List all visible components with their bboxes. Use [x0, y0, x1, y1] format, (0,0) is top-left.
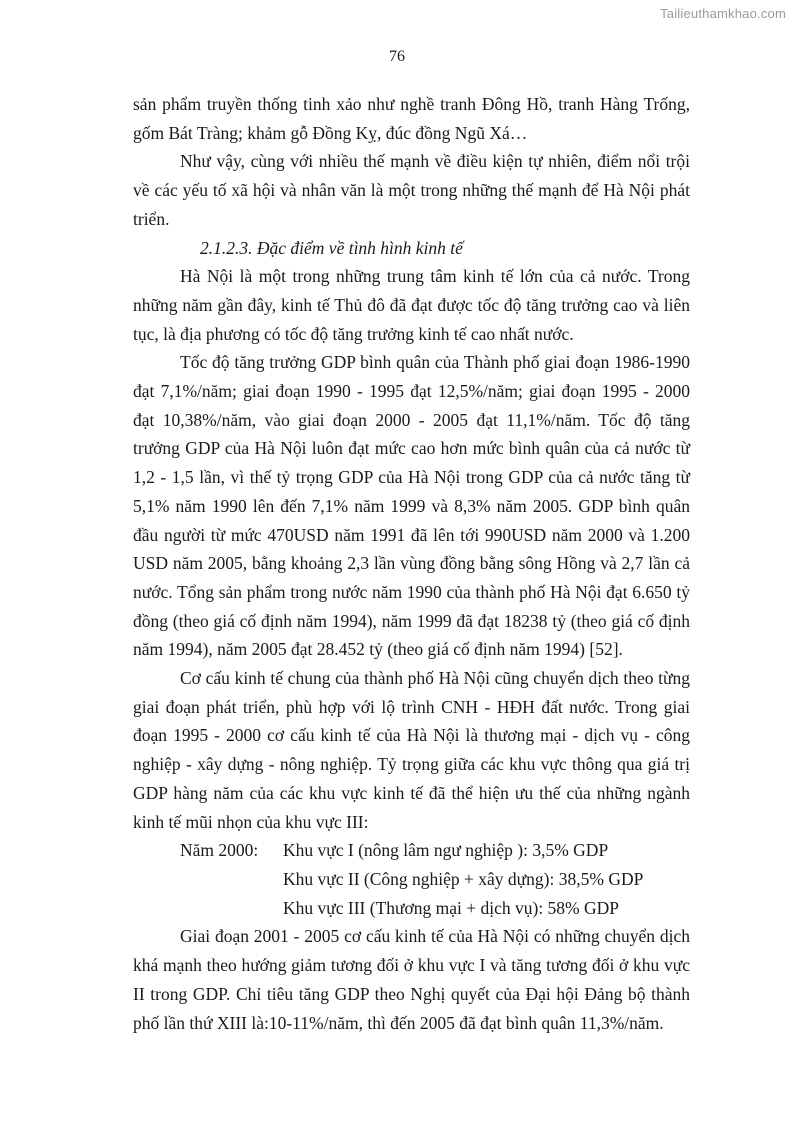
- sector-ratio-row: [133, 865, 690, 894]
- paragraph-summary: Như vậy, cùng với nhiều thế mạnh về điều kiện tự nhiên, điểm nổi trội về các yếu tố xã hội và nhân văn là một trong những thế mạnh để Hà Nội phát triển.: [133, 151, 690, 229]
- paragraph-period-2001-2005: Giai đoạn 2001 - 2005 cơ cấu kinh tế của Hà Nội có những chuyển dịch khá mạnh theo hướng giảm tương đối ở khu vực I và tăng tương đối ở khu vực II trong GDP. Chỉ tiêu tăng GDP theo Nghị quyết của Đại hội Đảng bộ thành phố lần thứ XIII là:10-11%/năm, thì đến 2005 đã đạt bình quân 11,3%/năm.: [133, 926, 690, 1033]
- paragraph-economic-structure: Cơ cấu kinh tế chung của thành phố Hà Nội cũng chuyển dịch theo từng giai đoạn phát triển, phù hợp với lộ trình CNH - HĐH đất nước. Trong giai đoạn 1995 - 2000 cơ cấu kinh tế của Hà Nội là thương mại - dịch vụ - công nghiệp - xây dựng - nông nghiệp. Tỷ trọng giữa các khu vực thông qua giá trị GDP hàng năm của các khu vực kinh tế đã thể hiện ưu thế của những ngành kinh tế mũi nhọn của khu vực III:: [133, 668, 690, 832]
- section-heading: 2.1.2.3. Đặc điểm về tình hình kinh tế: [200, 237, 463, 258]
- sector-ratio-list: [133, 836, 690, 922]
- watermark: Tailieuthamkhao.com: [660, 6, 786, 21]
- sector-ratio-text: Khu vực I (nông lâm ngư nghiệp ): 3,5% GDP: [283, 840, 609, 861]
- paragraph-continuation: sản phẩm truyền thống tinh xảo như nghề tranh Đông Hồ, tranh Hàng Trống, gốm Bát Tràng; khảm gỗ Đồng Kỵ, đúc đồng Ngũ Xá…: [133, 94, 690, 143]
- sector-ratio-text: Khu vực III (Thương mại + dịch vụ): 58% GDP: [283, 897, 620, 918]
- sector-ratio-row: [133, 894, 690, 923]
- sector-ratio-text: Khu vực II (Công nghiệp + xây dựng): 38,5% GDP: [283, 868, 644, 889]
- sector-ratio-year: Năm 2000:: [180, 840, 259, 861]
- paragraph-gdp-growth: Tốc độ tăng trưởng GDP bình quân của Thành phố giai đoạn 1986-1990 đạt 7,1%/năm; giai đoạn 1990 - 1995 đạt 12,5%/năm; giai đoạn 1995 - 2000 đạt 10,38%/năm, vào giai đoạn 2000 - 2005 đạt 11,1%/năm. Tốc độ tăng trưởng GDP của Hà Nội luôn đạt mức cao hơn mức bình quân của cả nước từ 1,2 - 1,5 lần, vì thế tỷ trọng GDP của Hà Nội trong GDP của cả nước tăng từ 5,1% năm 1990 lên đến 7,1% năm 1999 và 8,3% năm 2005. GDP bình quân đầu người từ mức 470USD năm 1991 đã lên tới 990USD năm 2000 và 1.200 USD năm 2005, bằng khoảng 2,3 lần vùng đồng bằng sông Hồng và 2,7 lần cả nước. Tổng sản phẩm trong nước năm 1990 của thành phố Hà Nội đạt 6.650 tỷ đồng (theo giá cố định năm 1994), năm 1999 đã đạt 18238 tỷ (theo giá cố định năm 1994), năm 2005 đạt 28.452 tỷ (theo giá cố định năm 1994) [52].: [133, 352, 690, 660]
- page-number: 76: [389, 48, 405, 65]
- paragraph-economic-center: Hà Nội là một trong những trung tâm kinh tế lớn của cả nước. Trong những năm gần đây, kinh tế Thủ đô đã đạt được tốc độ tăng trưởng cao và liên tục, là địa phương có tốc độ tăng trưởng kinh tế cao nhất nước.: [133, 266, 690, 344]
- document-body: [133, 90, 690, 1037]
- sector-ratio-row: [133, 836, 690, 865]
